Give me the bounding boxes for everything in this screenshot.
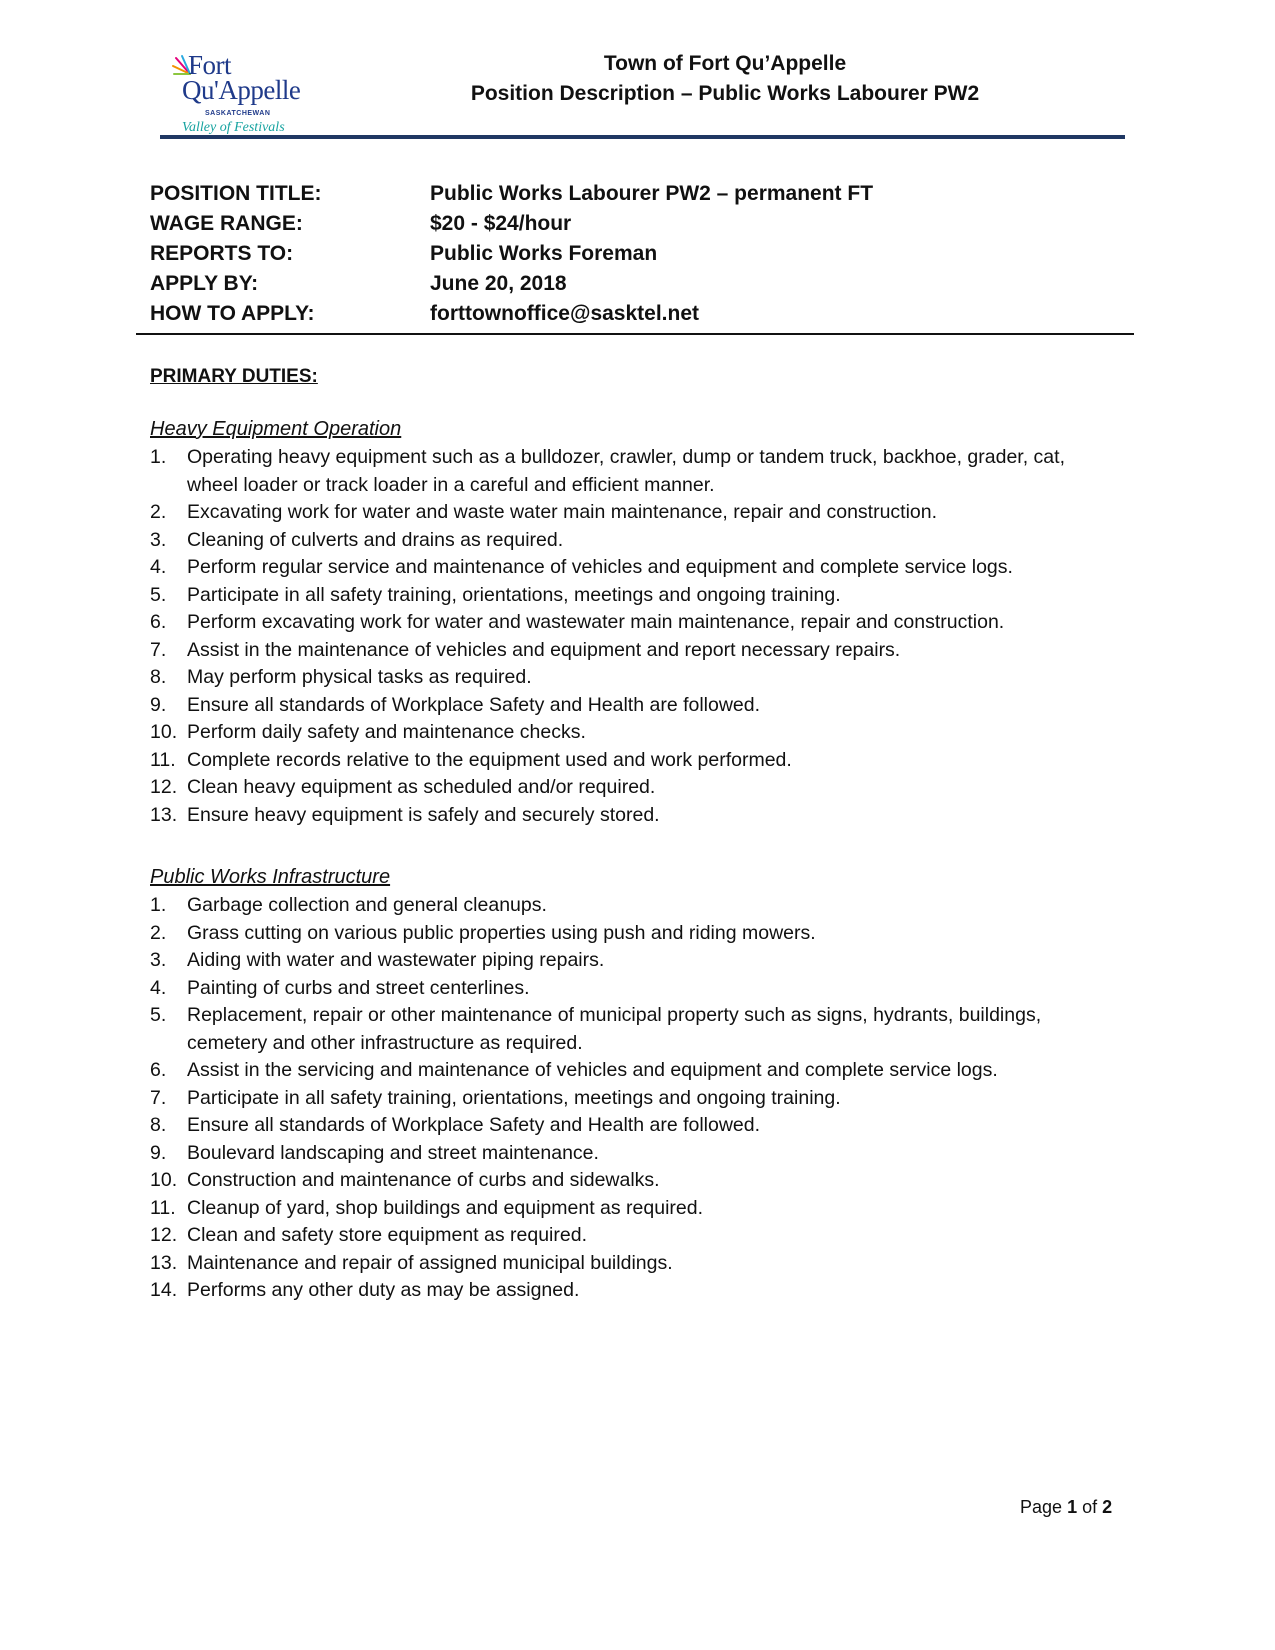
list-item: 1. Garbage collection and general cleanups. (150, 894, 547, 916)
list-item: 2. Grass cutting on various public properties using push and riding mowers. (150, 921, 816, 944)
document-title: Town of Fort Qu’Appelle (603, 52, 847, 75)
logo-tagline: Valley of Festivals (182, 120, 285, 135)
list-item: 10. Construction and maintenance of curbs and sidewalks. (150, 1169, 660, 1191)
info-label: REPORTS TO: (150, 242, 294, 265)
list-item: 11. Cleanup of yard, shop buildings and equipment as required. (150, 1196, 704, 1219)
list-item: 11. Complete records relative to the equipment used and work performed. (150, 748, 792, 771)
list-item: 10. Perform daily safety and maintenance checks. (150, 721, 586, 743)
town-logo (160, 48, 301, 136)
info-value: $20 - $24/hour (430, 212, 572, 235)
info-divider (136, 333, 1134, 335)
heavy-equipment-list (150, 444, 1110, 829)
list-item: 5. Replacement, repair or other maintenance of municipal property such as signs, hydrants, buildings, cemetery and other infrastructure as required. (150, 1004, 1042, 1054)
list-item: 14. Performs any other duty as may be assigned. (150, 1279, 580, 1301)
list-item: 3. Cleaning of culverts and drains as required. (150, 528, 564, 551)
page-number: Page 1 of 2 (1020, 1497, 1113, 1517)
primary-duties-heading: PRIMARY DUTIES: (150, 366, 318, 387)
list-item: 7. Participate in all safety training, orientations, meetings and ongoing training. (150, 1086, 841, 1109)
info-value: Public Works Foreman (430, 242, 658, 265)
info-row-wage-range (150, 212, 1130, 242)
heavy-equipment-heading: Heavy Equipment Operation (150, 418, 402, 440)
list-item: 8. May perform physical tasks as required. (150, 666, 532, 688)
info-label: POSITION TITLE: (150, 182, 322, 205)
list-item: 7. Assist in the maintenance of vehicles and equipment and report necessary repairs. (150, 638, 901, 661)
info-value: June 20, 2018 (430, 272, 567, 295)
list-item: 13. Ensure heavy equipment is safely and securely stored. (150, 803, 660, 826)
apply-email: forttownoffice@sasktel.net (430, 302, 700, 325)
list-item: 1. Operating heavy equipment such as a bulldozer, crawler, dump or tandem truck, backhoe, grader, cat, wheel loader or track loader in a careful and efficient manner. (150, 446, 1065, 496)
info-label: WAGE RANGE: (150, 212, 303, 235)
list-item: 6. Assist in the servicing and maintenance of vehicles and equipment and complete service logs. (150, 1059, 998, 1081)
list-item: 5. Participate in all safety training, orientations, meetings and ongoing training. (150, 583, 841, 606)
list-item: 9. Boulevard landscaping and street maintenance. (150, 1141, 599, 1164)
header-divider (160, 135, 1125, 139)
list-item: 12. Clean heavy equipment as scheduled and/or required. (150, 776, 656, 798)
list-item: 9. Ensure all standards of Workplace Safety and Health are followed. (150, 693, 761, 716)
list-item: 4. Painting of curbs and street centerlines. (150, 976, 530, 999)
logo-line1: Fort (188, 50, 232, 80)
info-value: Public Works Labourer PW2 – permanent FT (430, 182, 874, 205)
list-item: 12. Clean and safety store equipment as required. (150, 1224, 587, 1246)
infrastructure-heading: Public Works Infrastructure (150, 866, 391, 888)
list-item: 2. Excavating work for water and waste water main maintenance, repair and construction. (150, 501, 938, 523)
info-label: APPLY BY: (150, 272, 259, 295)
list-item: 8. Ensure all standards of Workplace Safety and Health are followed. (150, 1114, 761, 1136)
info-row-how-to-apply (150, 302, 1130, 332)
list-item: 6. Perform excavating work for water and wastewater main maintenance, repair and construction. (150, 611, 1005, 633)
info-row-apply-by (150, 272, 1130, 302)
document-subtitle: Position Description – Public Works Labourer PW2 (470, 82, 980, 105)
info-label: HOW TO APPLY: (150, 302, 315, 325)
position-info (150, 182, 1130, 332)
list-item: 4. Perform regular service and maintenance of vehicles and equipment and complete service logs. (150, 556, 1013, 578)
info-row-reports-to (150, 242, 1130, 272)
logo-province: SASKATCHEWAN (205, 110, 271, 117)
list-item: 3. Aiding with water and wastewater piping repairs. (150, 949, 605, 971)
logo-line2: Qu'Appelle (182, 75, 301, 105)
info-row-position-title (150, 182, 1130, 212)
list-item: 13. Maintenance and repair of assigned municipal buildings. (150, 1251, 673, 1274)
infrastructure-list (150, 892, 1110, 1305)
